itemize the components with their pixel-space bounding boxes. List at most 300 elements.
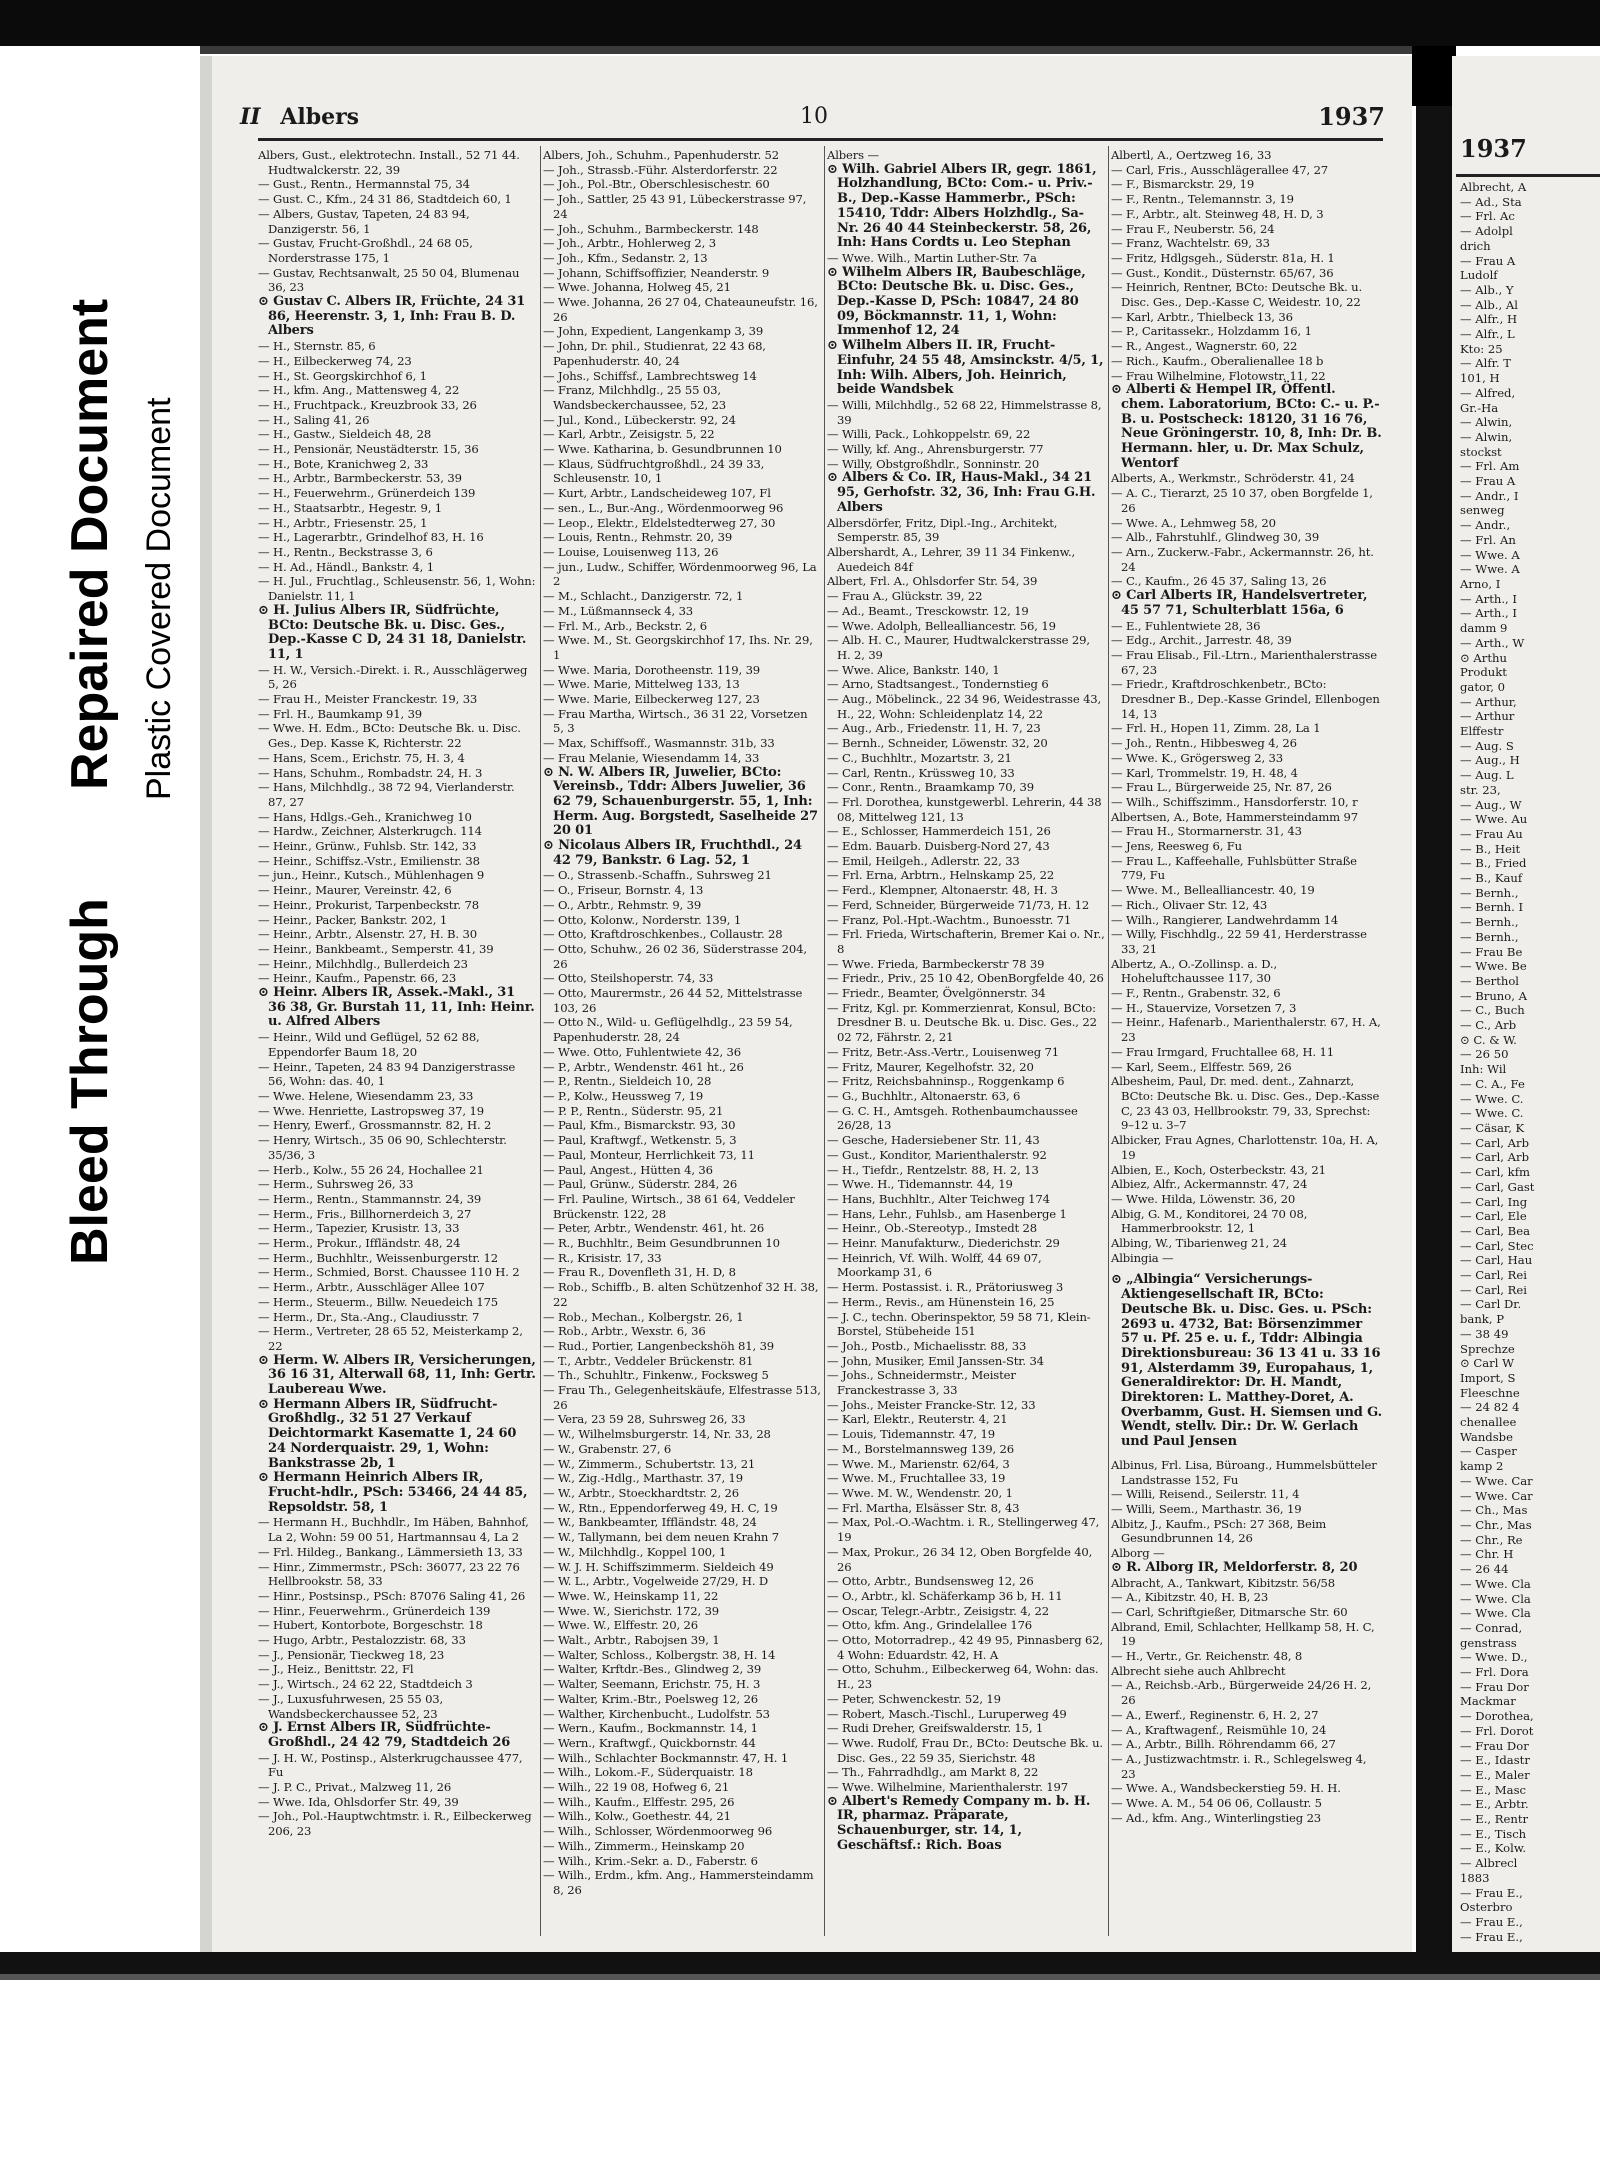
directory-entry: — Ad., Beamt., Tresckowstr. 12, 19 (827, 603, 1029, 618)
directory-entry: — Herm., Rentn., Stammannstr. 24, 39 (258, 1191, 482, 1206)
directory-entry: — A., Reichsb.-Arb., Bürgerweide 24/26 H. 2, 26 (1111, 1678, 1372, 1708)
directory-entry: — Herm., Fris., Billhornerdeich 3, 27 (258, 1206, 472, 1221)
directory-entry: ⊙ „Albingia“ Versicherungs-Aktiengesellschaft IR, BCto: Deutsche Bk. u. Disc. Ges. u. PSch: 2693 u. 4732, Bat: Börsenzimmer 57 u. Pf. 25 e. u. f., Tddr: Albingia Direktionsbureau: 36 13 41 u. 33 16 91, Alsterdamm 39, Europahaus, 1, Generaldirektor: Dr. H. Mandt, Direktoren: L. Matthey-Doret, A. Overbamm, Gust. H. Siemsen und G. Wendt, stellv. Dir.: Dr. W. Gerlach und Paul Jensen (1111, 1272, 1382, 1450)
next-page-line: — Chr. H (1460, 1547, 1514, 1562)
next-page-line: — C., Arb (1460, 1018, 1517, 1033)
directory-entry: — Wwe. M., Marienstr. 62/64, 3 (827, 1456, 1010, 1471)
scan-border-bottom-shadow (0, 1974, 1600, 1980)
next-page-line: — Frau A (1460, 253, 1516, 268)
next-page-line: stockst (1460, 444, 1502, 459)
header-name: Albers (280, 104, 360, 130)
directory-entry: — Walt., Arbtr., Rabojsen 39, 1 (543, 1633, 720, 1648)
next-page-line: damm 9 (1460, 621, 1508, 636)
next-page-line: — Frau Dor (1460, 1679, 1529, 1694)
directory-entry: ⊙ Albert's Remedy Company m. b. H. IR, pharmaz. Präparate, Schauenburger, str. 14, 1, Geschäftsf.: Rich. Boas (827, 1793, 1091, 1853)
next-page-line: — Wwe. Cla (1460, 1606, 1531, 1621)
directory-entry: — A., Kibitzstr. 40, H. B, 23 (1111, 1590, 1269, 1605)
directory-entry: — Wwe. H., Tidemannstr. 44, 19 (827, 1177, 1013, 1192)
directory-entry: — Walther, Kirchenbucht., Ludolfstr. 53 (543, 1706, 770, 1721)
directory-entry: — Wilh., Krim.-Sekr. a. D., Faberstr. 6 (543, 1853, 758, 1868)
directory-entry: — Heinr., Schiffsz.-Vstr., Emilienstr. 38 (258, 853, 480, 868)
next-page-line: — Albrecl (1460, 1856, 1518, 1871)
directory-entry: — Otto, kfm. Ang., Grindelallee 176 (827, 1618, 1033, 1633)
next-page-line: — Carl, kfm (1460, 1165, 1530, 1180)
next-page-line: — B., Fried (1460, 856, 1527, 871)
next-page-line: — Frl. Ac (1460, 209, 1515, 224)
directory-entry: ⊙ Alberti & Hempel IR, Öffentl. chem. Laboratorium, BCto: C.- u. P.-B. u. Postscheck: 18120, 31 16 76, Neue Gröningerstr. 10, 8, Inh: Dr. B. Hermann. hler, u. Dr. Max Schulz, Wentorf (1111, 382, 1382, 471)
directory-entry: — Hans, Milchhdlg., 38 72 94, Vierlanderstr. 87, 27 (258, 780, 515, 809)
directory-entry: — Otto, Maurermstr., 26 44 52, Mittelstrasse 103, 26 (543, 986, 803, 1015)
next-page-line: — E., Maler (1460, 1767, 1530, 1782)
directory-entry: — Gustav, Rechtsanwalt, 25 50 04, Blumenau 36, 23 (258, 265, 520, 295)
directory-entry: — Wwe. W., Heinskamp 11, 22 (543, 1588, 719, 1603)
directory-entry: — Wwe. M., Fruchtallee 33, 19 (827, 1471, 1006, 1486)
next-page-line: — Conrad, (1460, 1620, 1523, 1635)
directory-entry: — Edm. Bauarb. Duisberg-Nord 27, 43 (827, 839, 1050, 854)
directory-entry: — H., Fruchtpack., Kreuzbrook 33, 26 (258, 397, 477, 412)
directory-entry: — Gust., Rentn., Hermannstal 75, 34 (258, 177, 470, 192)
directory-entry: — Joh., Schuhm., Barmbeckerstr. 148 (543, 221, 759, 236)
directory-entry: — H., Sternstr. 85, 6 (258, 339, 376, 354)
directory-entry: Albersdörfer, Fritz, Dipl.-Ing., Architekt, Semperstr. 85, 39 (827, 515, 1058, 545)
directory-entry: — Wwe. Rudolf, Frau Dr., BCto: Deutsche Bk. u. Disc. Ges., 22 59 35, Sierichstr. 48 (827, 1735, 1103, 1765)
directory-entry: — J., Wirtsch., 24 62 22, Stadtdeich 3 (258, 1677, 473, 1692)
directory-entry: — Wwe. M., St. Georgskirchhof 17, Ihs. Nr. 29, 1 (543, 633, 813, 662)
directory-entry: — H., Bote, Kranichweg 2, 33 (258, 456, 429, 471)
directory-entry: — Heinr., Grünw., Fuhlsb. Str. 142, 33 (258, 839, 477, 854)
directory-entry: — Frau L., Bürgerweide 25, Nr. 87, 26 (1111, 780, 1332, 795)
directory-entry: — J., Luxusfuhrwesen, 25 55 03, Wandsbeckerchaussee 52, 23 (258, 1691, 444, 1721)
directory-entry: — Wilh., Zimmerm., Heinskamp 20 (543, 1838, 745, 1853)
directory-entry: — Henry, Wirtsch., 35 06 90, Schlechterstr. 35/36, 3 (258, 1133, 507, 1162)
directory-entry: — Hinr., Zimmermstr., PSch: 36077, 23 22 76 Hellbrookstr. 58, 33 (258, 1559, 520, 1589)
directory-entry: — H., Staatsarbtr., Hegestr. 9, 1 (258, 500, 443, 515)
directory-entry: ⊙ Heinr. Albers IR, Assek.-Makl., 31 36 38, Gr. Burstah 11, 11, Inh: Heinr. u. Alfred Albers (258, 985, 535, 1030)
directory-entry: — H. Ad., Händl., Bankstr. 4, 1 (258, 559, 434, 574)
next-page-line: — Casper (1460, 1444, 1517, 1459)
directory-entry: — H., Stauervize, Vorsetzen 7, 3 (1111, 1000, 1297, 1015)
directory-entry: — Friedr., Priv., 25 10 42, ObenBorgfelde 40, 26 (827, 971, 1104, 986)
directory-entry: — Friedr., Kraftdroschkenbetr., BCto: Dresdner B., Dep.-Kasse Grindel, Ellenbogen 14, 13 (1111, 677, 1380, 721)
next-page-line: Import, S (1460, 1370, 1516, 1385)
directory-entry: — Gust. C., Kfm., 24 31 86, Stadtdeich 60, 1 (258, 192, 512, 207)
next-page-line: 1883 (1460, 1870, 1490, 1885)
directory-entry: Albershardt, A., Lehrer, 39 11 34 Finkenw., Auedeich 84f (827, 544, 1076, 574)
next-page-sliver (1452, 56, 1600, 1952)
next-page-line: — Wwe. Car (1460, 1488, 1533, 1503)
directory-entry: — Heinrich, Rentner, BCto: Deutsche Bk. u. Disc. Ges., Dep.-Kasse C, Weidestr. 10, 22 (1111, 280, 1363, 310)
directory-entry: — Hans, Schuhm., Rombadstr. 24, H. 3 (258, 765, 483, 780)
directory-entry: — H., Gastw., Sieldeich 48, 28 (258, 427, 432, 442)
directory-entry: — Frau Martha, Wirtsch., 36 31 22, Vorsetzen 5, 3 (543, 706, 808, 736)
next-page-line: — Chr., Mas (1460, 1517, 1532, 1532)
directory-entry: — Wilh., Lokom.-F., Süderquaistr. 18 (543, 1765, 753, 1780)
page-edge (200, 56, 212, 1952)
directory-entry: — Johs., Schiffsf., Lambrechtsweg 14 (543, 368, 757, 383)
directory-entry: — Carl, Fris., Ausschlägerallee 47, 27 (1111, 162, 1329, 177)
directory-entry: — Paul, Angest., Hütten 4, 36 (543, 1162, 713, 1177)
directory-entry: — H., Lagerarbtr., Grindelhof 83, H. 16 (258, 530, 484, 545)
next-page-line: gator, 0 (1460, 679, 1505, 694)
directory-entry: — Arn., Zuckerw.-Fabr., Ackermannstr. 26, ht. 24 (1111, 544, 1374, 574)
directory-entry: — Frl. H., Hopen 11, Zimm. 28, La 1 (1111, 721, 1321, 736)
next-page-line: Ludolf (1460, 268, 1498, 283)
directory-entry: — Wilh., Kolw., Goethestr. 44, 21 (543, 1809, 731, 1824)
directory-entry: — H., Saling 41, 26 (258, 412, 370, 427)
directory-entry: — Louise, Louisenweg 113, 26 (543, 544, 719, 559)
directory-entry: — Peter, Arbtr., Wendenstr. 461, ht. 26 (543, 1221, 765, 1236)
directory-entry: — Hubert, Kontorbote, Borgeschstr. 18 (258, 1618, 483, 1633)
directory-entry: — C., Kaufm., 26 45 37, Saling 13, 26 (1111, 574, 1327, 589)
next-page-line: Sprechze (1460, 1341, 1515, 1356)
directory-entry: — Fritz, Hdlgsgeh., Süderstr. 81a, H. 1 (1111, 250, 1335, 265)
directory-entry: — Vera, 23 59 28, Suhrsweg 26, 33 (543, 1412, 746, 1427)
directory-entry: — Walter, Schloss., Kolbergstr. 38, H. 14 (543, 1647, 776, 1662)
next-page-line: — 26 44 (1460, 1562, 1509, 1577)
directory-entry: — Fritz, Reichsbahninsp., Roggenkamp 6 (827, 1074, 1065, 1089)
next-page-line: — Alfr., H (1460, 312, 1518, 327)
directory-entry: — P., Kolw., Heussweg 7, 19 (543, 1089, 704, 1103)
directory-entry: — Ferd, Schneider, Bürgerweide 71/73, H. 12 (827, 897, 1090, 912)
next-page-line: — Wwe. A (1460, 547, 1520, 562)
side-labels (60, 298, 210, 1330)
directory-entry: — Wwe. Adolph, Bellealliancestr. 56, 19 (827, 618, 1056, 633)
next-page-line: — Carl, Ele (1460, 1209, 1527, 1224)
directory-entry: — Louis, Tidemannstr. 47, 19 (827, 1427, 995, 1442)
next-page-line: — Adolpl (1460, 224, 1513, 239)
next-page-line: — Frl. Dorot (1460, 1723, 1534, 1738)
directory-entry: — H., Arbtr., Barmbeckerstr. 53, 39 (258, 471, 462, 486)
next-page-line: — Carl, Gast (1460, 1179, 1535, 1194)
directory-entry: — Fritz, Maurer, Kegelhofstr. 32, 20 (827, 1059, 1034, 1074)
directory-entry: — Walter, Krim.-Btr., Poelsweg 12, 26 (543, 1691, 759, 1706)
directory-entry: — J., Pensionär, Tieckweg 18, 23 (258, 1647, 445, 1662)
next-page-line: Albrecht, A (1460, 180, 1527, 194)
directory-entry: — Fritz, Betr.-Ass.-Vertr., Louisenweg 71 (827, 1044, 1059, 1059)
next-page-line: — Bernh., (1460, 929, 1519, 944)
next-page-line: — Arthur (1460, 709, 1515, 724)
directory-entry: ⊙ Nicolaus Albers IR, Fruchthdl., 24 42 79, Bankstr. 6 Lag. 52, 1 (543, 838, 802, 868)
directory-entry: — Wwe. Johanna, Holweg 45, 21 (543, 280, 731, 295)
directory-entry: — Herm., Revis., am Hünenstein 16, 25 (827, 1294, 1055, 1309)
next-page-line: ⊙ Arthu (1460, 650, 1507, 665)
directory-entry: — Albers, Gustav, Tapeten, 24 83 94, Danzigerstr. 56, 1 (258, 206, 470, 236)
next-page-line: — Frl. Am (1460, 459, 1520, 474)
next-page-rule (1456, 174, 1600, 177)
directory-entry: ⊙ J. Ernst Albers IR, Südfrüchte-Großhdl., 24 42 79, Stadtdeich 26 (258, 1720, 511, 1750)
directory-entry: Albers — (827, 148, 879, 162)
directory-entry: — Herb., Kolw., 55 26 24, Hochallee 21 (258, 1162, 484, 1177)
next-page-line: Wandsbe (1460, 1429, 1513, 1444)
directory-entry: — Willi, Pack., Lohkoppelstr. 69, 22 (827, 427, 1031, 442)
directory-entry: — Max, Pol.-O.-Wachtm. i. R., Stellingerweg 47, 19 (827, 1515, 1100, 1545)
directory-entry: — F., Rentn., Telemannstr. 3, 19 (1111, 192, 1294, 207)
next-page-line: — E., Rentr (1460, 1812, 1529, 1827)
directory-entry: — J. P. C., Privat., Malzweg 11, 26 (258, 1780, 452, 1795)
next-page-line: ⊙ C. & W. (1460, 1032, 1517, 1047)
directory-entry: — Joh., Postb., Michaelisstr. 88, 33 (827, 1338, 1027, 1353)
next-page-line: — Carl, Arb (1460, 1150, 1530, 1165)
directory-entry: — Herm., Vertreter, 28 65 52, Meisterkamp 2, 22 (258, 1324, 523, 1353)
directory-entry: — Heinr., Kaufm., Papenstr. 66, 23 (258, 971, 457, 986)
directory-entry: — Frl. M., Arb., Beckstr. 2, 6 (543, 618, 708, 633)
directory-entry: — Heinr., Arbtr., Alsenstr. 27, H. B. 30 (258, 927, 477, 942)
page-header (240, 100, 1385, 136)
directory-entry: — Otto, Kraftdroschkenbes., Collaustr. 28 (543, 927, 783, 942)
directory-column-4 (1111, 148, 1383, 1938)
directory-entry: — Wwe. Marie, Mittelweg 133, 13 (543, 677, 740, 692)
directory-entry: ⊙ N. W. Albers IR, Juwelier, BCto: Vereinsb., Tddr: Albers Juwelier, 36 62 79, Schauenburgerstr. 55, 1, Inh: Herm. Aug. Borgstedt, Saselheide 27 20 01 (543, 764, 818, 839)
directory-entry: — M., Lüßmannseck 4, 33 (543, 603, 694, 618)
directory-entry: — Wwe. W., Elffestr. 20, 26 (543, 1618, 698, 1633)
directory-entry: — W., Milchhdlg., Koppel 100, 1 (543, 1544, 727, 1559)
next-page-line: — Aug., H (1460, 753, 1520, 768)
directory-entry: — Jens, Reesweg 6, Fu (1111, 839, 1242, 854)
directory-entry: — Wwe. Ida, Ohlsdorfer Str. 49, 39 (258, 1794, 459, 1809)
directory-entry: — Wilh., Rangierer, Landwehrdamm 14 (1111, 912, 1339, 927)
directory-entry: — J., Heiz., Benittstr. 22, Fl (258, 1662, 414, 1677)
directory-entry: — W., Bankbeamter, Iffländstr. 48, 24 (543, 1515, 757, 1530)
directory-entry: — Heinr., Hafenarb., Marienthalerstr. 67, H. A, 23 (1111, 1015, 1381, 1045)
directory-entry: — Frl. Dorothea, kunstgewerbl. Lehrerin, 44 38 08, Mittelweg 121, 13 (827, 794, 1102, 824)
directory-entry: — Johs., Schneidermstr., Meister Franckestrasse 3, 33 (827, 1368, 1016, 1398)
directory-entry: — G. C. H., Amtsgeh. Rothenbaumchaussee 26/28, 13 (827, 1103, 1078, 1133)
directory-entry: — Hinr., Feuerwehrm., Grünerdeich 139 (258, 1603, 491, 1618)
directory-entry: — Wwe. M., Bellealliancestr. 40, 19 (1111, 883, 1315, 898)
next-page-line: — Bernh. I (1460, 900, 1524, 915)
directory-entry: — R., Angest., Wagnerstr. 60, 22 (1111, 339, 1298, 354)
next-page-column (1460, 180, 1600, 1944)
directory-entry: — F., Arbtr., alt. Steinweg 48, H. D, 3 (1111, 206, 1324, 221)
directory-entry: — Frau Melanie, Wiesendamm 14, 33 (543, 750, 760, 765)
directory-entry: — Bernh., Schneider, Löwenstr. 32, 20 (827, 736, 1048, 751)
directory-entry: Albien, E., Koch, Osterbeckstr. 43, 21 (1111, 1162, 1326, 1177)
directory-entry: — Th., Schuhltr., Finkenw., Focksweg 5 (543, 1368, 769, 1383)
directory-entry: — John, Expedient, Langenkamp 3, 39 (543, 324, 764, 339)
directory-entry: — W., Grabenstr. 27, 6 (543, 1441, 672, 1456)
directory-entry: — W., Wilhelmsburgerstr. 14, Nr. 33, 28 (543, 1427, 771, 1442)
directory-entry: — O., Friseur, Bornstr. 4, 13 (543, 883, 704, 898)
directory-entry: — Joh., Sattler, 25 43 91, Lübeckerstrasse 97, 24 (543, 192, 807, 221)
directory-entry: — O., Strassenb.-Schaffn., Suhrsweg 21 (543, 868, 772, 883)
directory-entry: — Herm., Dr., Sta.-Ang., Claudiusstr. 7 (258, 1309, 480, 1324)
directory-entry: ⊙ Wilhelm Albers II. IR, Frucht-Einfuhr, 24 55 48, Amsinckstr. 4/5, 1, Inh: Wilh. Albers, Joh. Heinrich, beide Wandsbek (827, 338, 1104, 398)
directory-entry: — Karl, Arbtr., Thielbeck 13, 36 (1111, 309, 1293, 324)
next-page-line: ⊙ Carl W (1460, 1356, 1515, 1371)
scan-border-right (1416, 46, 1452, 1966)
directory-entry: — Max, Prokur., 26 34 12, Oben Borgfelde 40, 26 (827, 1544, 1093, 1574)
directory-entry: ⊙ H. Julius Albers IR, Südfrüchte, BCto: Deutsche Bk. u. Disc. Ges., Dep.-Kasse C D, 24 31 18, Danielstr. 11, 1 (258, 602, 527, 662)
directory-entry: Albert, Frl. A., Ohlsdorfer Str. 54, 39 (827, 574, 1038, 589)
directory-entry: — E., Fuhlentwiete 28, 36 (1111, 618, 1261, 633)
directory-entry: — Frau L., Kaffeehalle, Fuhlsbütter Straße 779, Fu (1111, 853, 1357, 883)
next-page-line: — Bruno, A (1460, 988, 1527, 1003)
next-page-line: — 24 82 4 (1460, 1400, 1520, 1415)
directory-entry: — Herm. Postassist. i. R., Prätoriusweg 3 (827, 1280, 1064, 1295)
directory-entry: — H., Rentn., Beckstrasse 3, 6 (258, 544, 433, 559)
next-page-line: — Andr., I (1460, 488, 1519, 503)
next-page-line: genstrass (1460, 1635, 1517, 1650)
directory-entry: — Arno, Stadtsangest., Tondernstieg 6 (827, 677, 1049, 692)
next-page-line: Arno, I (1460, 576, 1501, 591)
next-page-line: — Carl, Arb (1460, 1135, 1530, 1150)
directory-entry: — Frl. Erna, Arbtrn., Helnskamp 25, 22 (827, 868, 1055, 883)
directory-entry: — F., Rentn., Grabenstr. 32, 6 (1111, 986, 1281, 1001)
directory-entry: — Wilh., Erdm., kfm. Ang., Hammersteindamm 8, 26 (543, 1868, 814, 1897)
directory-entry: — Herm., Prokur., Iffländstr. 48, 24 (258, 1236, 461, 1251)
directory-entry: — Heinr., Ob.-Stereotyp., Imstedt 28 (827, 1221, 1037, 1236)
directory-entry: — Aug., Möbelinck., 22 34 96, Weidestrasse 43, H., 22, Wohn: Schleidenplatz 14, 22 (827, 692, 1102, 721)
directory-entry (1111, 1450, 1383, 1458)
directory-entry: — Wwe. Hilda, Löwenstr. 36, 20 (1111, 1191, 1296, 1206)
directory-entry: — Joh., Arbtr., Hohlerweg 2, 3 (543, 236, 716, 251)
directory-entry: — Wwe. Helene, Wiesendamm 23, 33 (258, 1089, 474, 1103)
directory-entry: — Heinr., Wild und Geflügel, 52 62 88, Eppendorfer Baum 18, 20 (258, 1030, 480, 1059)
directory-entry: — Wilh., Kaufm., Elffestr. 295, 26 (543, 1794, 735, 1809)
directory-entry: — G., Buchhltr., Altonaerstr. 63, 6 (827, 1089, 1021, 1103)
next-page-line: Produkt (1460, 665, 1507, 680)
directory-entry: — F., Bismarckstr. 29, 19 (1111, 177, 1255, 192)
directory-entry: — jun., Ludw., Schiffer, Wördenmoorweg 96, La 2 (543, 559, 817, 589)
directory-entry: Albertl, A., Oertzweg 16, 33 (1111, 148, 1272, 162)
directory-entry: — H., Feuerwehrm., Grünerdeich 139 (258, 486, 476, 501)
directory-entry: — Paul, Kfm., Bismarckstr. 93, 30 (543, 1118, 736, 1133)
directory-entry: — Rich., Olivaer Str. 12, 43 (1111, 897, 1268, 912)
directory-entry: — Johs., Meister Francke-Str. 12, 33 (827, 1397, 1036, 1412)
next-page-line: — Wwe. C. (1460, 1106, 1524, 1121)
next-page-line: — Alwin, (1460, 429, 1513, 444)
directory-entry: — O., Arbtr., kl. Schäferkamp 36 b, H. 11 (827, 1588, 1063, 1603)
next-page-line: Fleeschne (1460, 1385, 1520, 1400)
directory-entry: — jun., Heinr., Kutsch., Mühlenhagen 9 (258, 868, 485, 883)
directory-entry: — Willi, Reisend., Seilerstr. 11, 4 (1111, 1487, 1300, 1502)
directory-entry: — Wwe. A., Wandsbeckerstieg 59. H. H. (1111, 1781, 1341, 1796)
directory-entry: — C., Buchhltr., Mozartstr. 3, 21 (827, 750, 1012, 765)
directory-entry: — Paul, Kraftwgf., Wetkenstr. 5, 3 (543, 1133, 737, 1148)
next-page-line: Mackmar (1460, 1694, 1516, 1709)
directory-entry: — Wwe. A., Lehmweg 58, 20 (1111, 515, 1276, 530)
directory-entry: ⊙ Albers & Co. IR, Haus-Makl., 34 21 95, Gerhofstr. 32, 36, Inh: Frau G.H. Albers (827, 470, 1096, 515)
directory-entry: Alborg — (1111, 1546, 1165, 1561)
next-page-line: — Carl, Stec (1460, 1238, 1534, 1253)
side-label-note: Plastic Covered Document (140, 397, 178, 800)
directory-entry: — Johann, Schiffsoffizier, Neanderstr. 9 (543, 265, 770, 280)
directory-entry: — W. L., Arbtr., Vogelweide 27/29, H. D (543, 1574, 769, 1589)
directory-entry: — Heinr. Manufakturw., Diederichstr. 29 (827, 1236, 1060, 1251)
directory-entry: — Herm., Steuerm., Billw. Neuedeich 175 (258, 1294, 499, 1309)
directory-entry: ⊙ Wilhelm Albers IR, Baubeschläge, BCto: Deutsche Bk. u. Disc. Ges., Dep.-Kasse D, PSch: 10847, 24 80 09, Böckmannstr. 11, 1, Wohn: Immenhof 12, 24 (827, 264, 1086, 339)
next-page-line: — Cäsar, K (1460, 1121, 1525, 1135)
next-page-line: — Frau E., (1460, 1885, 1523, 1900)
directory-entry: — Wwe. Marie, Eilbeckerweg 127, 23 (543, 692, 760, 707)
directory-entry: — Herm., Buchhltr., Weissenburgerstr. 12 (258, 1250, 498, 1265)
directory-entry: — M., Borstelmannsweg 139, 26 (827, 1441, 1015, 1456)
directory-entry: — Frau R., Dovenfleth 31, H. D, 8 (543, 1265, 736, 1280)
directory-column-3 (827, 148, 1105, 1938)
next-page-line: — Frau Au (1460, 826, 1523, 841)
next-page-line: — 38 49 (1460, 1326, 1509, 1341)
directory-entry: — Wwe. A. M., 54 06 06, Collaustr. 5 (1111, 1796, 1322, 1811)
directory-entry: — T., Arbtr., Veddeler Brückenstr. 81 (543, 1353, 754, 1368)
next-page-line: drich (1460, 238, 1491, 253)
next-page-line: — Arth., I (1460, 591, 1517, 606)
next-page-line: 101, H (1460, 371, 1500, 386)
directory-entry: — Frl. Frieda, Wirtschafterin, Bremer Kai o. Nr., 8 (827, 927, 1105, 956)
directory-entry: — Heinrich, Vf. Wilh. Wolff, 44 69 07, Moorkamp 31, 6 (827, 1250, 1042, 1280)
directory-entry: — Wwe. Maria, Dorotheenstr. 119, 39 (543, 662, 761, 677)
next-page-line: — Alb., Al (1460, 297, 1518, 312)
directory-entry: — Frl. Hildeg., Bankang., Lämmersieth 13, 33 (258, 1544, 523, 1559)
directory-entry: — Wilh., Schlosser, Wördenmoorweg 96 (543, 1824, 773, 1839)
directory-entry: — Wern., Kaufm., Bockmannstr. 14, 1 (543, 1721, 758, 1736)
column-divider (540, 146, 541, 1936)
directory-entry: — Alb., Fahrstuhlf., Glindweg 30, 39 (1111, 530, 1320, 545)
next-page-line: chenallee (1460, 1415, 1517, 1430)
directory-entry: — Frl. H., Baumkamp 91, 39 (258, 706, 423, 721)
directory-entry: — O., Arbtr., Rehmstr. 9, 39 (543, 897, 702, 912)
next-page-line: — Ch., Mas (1460, 1503, 1528, 1518)
directory-entry: — Gust., Konditor, Marienthalerstr. 92 (827, 1147, 1047, 1162)
directory-entry: — Joh., Strassb.-Führ. Alsterdorferstr. 22 (543, 162, 778, 177)
header-rule (258, 138, 1383, 141)
directory-entry: — M., Schlacht., Danzigerstr. 72, 1 (543, 589, 744, 604)
directory-entry: — Leop., Elektr., Eldelstedterweg 27, 30 (543, 515, 776, 530)
directory-entry: — Rob., Schiffb., B. alten Schützenhof 32 H. 38, 22 (543, 1280, 819, 1309)
directory-entry: — Otto, Motorradrep., 42 49 95, Pinnasberg 62, 4 Wohn: Eduardstr. 42, H. A (827, 1633, 1104, 1662)
next-page-line: — Bernh., (1460, 915, 1519, 930)
next-page-line: — Frau Dor (1460, 1738, 1529, 1753)
directory-entry: — P., Caritassekr., Holzdamm 16, 1 (1111, 324, 1312, 339)
side-label-subtitle: Repaired Document (61, 298, 119, 790)
directory-entry: — P. P., Rentn., Süderstr. 95, 21 (543, 1103, 724, 1118)
directory-entry: — Hinr., Postsinsp., PSch: 87076 Saling 41, 26 (258, 1588, 526, 1603)
directory-entry: Albicker, Frau Agnes, Charlottenstr. 10a, H. A, 19 (1111, 1133, 1379, 1162)
directory-entry: — Frau Th., Gelegenheitskäufe, Elfestrasse 513, 26 (543, 1383, 821, 1412)
header-year: 1937 (1318, 102, 1385, 131)
directory-entry: — Wwe. Frieda, Barmbeckerstr 78 39 (827, 956, 1045, 971)
directory-entry: — sen., L., Bur.-Ang., Wördenmoorweg 96 (543, 500, 784, 515)
next-page-line: — Carl, Hau (1460, 1253, 1533, 1268)
directory-entry: — E., Schlosser, Hammerdeich 151, 26 (827, 824, 1051, 839)
directory-entry: — H., Tiefdr., Rentzelstr. 88, H. 2, 13 (827, 1162, 1039, 1177)
directory-entry: — A. C., Tierarzt, 25 10 37, oben Borgfelde 1, 26 (1111, 486, 1373, 515)
next-page-line: — Wwe. Cla (1460, 1576, 1531, 1591)
directory-entry: — W. J. H. Schiffszimmerm. Sieldeich 49 (543, 1559, 774, 1574)
scan-border-bottom (0, 1952, 1600, 1974)
directory-entry: — Frau H., Meister Franckestr. 19, 33 (258, 692, 478, 707)
next-page-line: — Wwe. D., (1460, 1650, 1528, 1665)
directory-entry: — A., Kraftwagenf., Reismühle 10, 24 (1111, 1722, 1327, 1737)
directory-entry: — Willy, Fischhdlg., 22 59 41, Herderstrasse 33, 21 (1111, 927, 1367, 956)
directory-entry: — Hans, Lehr., Fuhlsb., am Hasenberge 1 (827, 1206, 1067, 1221)
directory-entry: — Frau Irmgard, Fruchtallee 68, H. 11 (1111, 1044, 1334, 1059)
next-page-line: — E., Kolw. (1460, 1841, 1527, 1856)
directory-entry: — Frau F., Neuberstr. 56, 24 (1111, 221, 1275, 236)
directory-entry: — Walter, Seemann, Erichstr. 75, H. 3 (543, 1677, 761, 1692)
directory-entry: — Hugo, Arbtr., Pestalozzistr. 68, 33 (258, 1633, 466, 1648)
directory-entry: — Wwe. M. W., Wendenstr. 20, 1 (827, 1485, 1013, 1500)
directory-entry: — Wwe. Alice, Bankstr. 140, 1 (827, 662, 1000, 677)
directory-entry: ⊙ Herm. W. Albers IR, Versicherungen, 36 16 31, Alterwall 68, 11, Inh: Gertr. Laubereau Wwe. (258, 1352, 536, 1398)
directory-entry: — Joh., Rentn., Hibbesweg 4, 26 (1111, 736, 1297, 751)
directory-entry: — Robert, Masch.-Tischl., Luruperweg 49 (827, 1706, 1067, 1721)
directory-entry: — J. C., techn. Oberinspektor, 59 58 71, Klein-Borstel, Stübeheide 151 (827, 1309, 1091, 1339)
next-page-line: — Frau Be (1460, 944, 1523, 959)
next-page-line: — Arth., I (1460, 606, 1517, 621)
directory-entry: — Max, Schiffsoff., Wasmannstr. 31b, 33 (543, 736, 775, 751)
directory-entry: — Carl, Rentn., Krüssweg 10, 33 (827, 765, 1015, 780)
directory-entry: — Klaus, Südfruchtgroßhdl., 24 39 33, Schleusenstr. 10, 1 (543, 456, 765, 486)
